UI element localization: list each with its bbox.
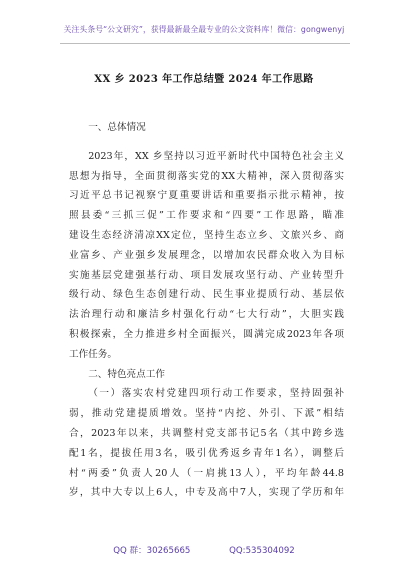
paragraph-line: 积极探索，全力推进乡村全面振兴，圆满完成2023年各项 — [69, 328, 344, 340]
header-banner: 关注头条号“公文研究”，获得最新最全最专业的公文资料库！微信：gongwenyj — [63, 25, 345, 34]
paragraph-line: 级行动、绿色生态创建行动、民生事业提质行动、基层依 — [69, 289, 344, 301]
paragraph-line: 法治理行动和廉洁乡村强化行动“七大行动”，大胆实践 — [69, 309, 344, 321]
paragraph-line: 弱，推动党建提质增效。坚持“内挖、外引、下派”相结 — [69, 408, 344, 420]
footer-qq-number: QQ:535304092 — [229, 546, 295, 556]
paragraph-line: 实施基层党建强基行动、项目发展攻坚行动、产业转型升 — [69, 269, 344, 281]
paragraph-line: 配1名，提拔任用3名，吸引优秀返乡青年1名），调整后 — [69, 447, 344, 459]
section-heading-highlights: 二、特色亮点工作 — [88, 368, 165, 380]
paragraph-line: 建设生态经济清凉XX定位，坚持生态立乡、文旅兴乡、商 — [69, 229, 344, 241]
footer-qq-group: QQ 群：30265665 — [113, 546, 191, 556]
header-divider — [60, 43, 350, 44]
paragraph-line: 合，2023年以来，共调整村党支部书记5名（其中跨乡选 — [69, 427, 344, 439]
document-body — [69, 118, 344, 503]
paragraph-gap — [69, 138, 344, 147]
document-title: XX 乡 2023 年工作总结暨 2024 年工作思路 — [94, 74, 314, 85]
footer-contact — [0, 544, 408, 556]
paragraph-line: 业富乡、产业强乡发展理念，以增加农民群众收入为目标 — [69, 249, 344, 261]
paragraph-line: 村“两委”负责人20人（一肩挑13人），平均年龄44.8 — [69, 467, 344, 479]
paragraph-line: 2023年，XX 乡坚持以习近平新时代中国特色社会主义 — [88, 150, 344, 162]
paragraph-line: 照县委“三抓三促”工作要求和“四要”工作思路，瞄准 — [69, 210, 344, 222]
section-heading-overview: 一、总体情况 — [88, 122, 146, 133]
paragraph-line: 思想为指导，全面贯彻落实党的XX大精神，深入贯彻落实 — [69, 170, 344, 182]
paragraph-line: 岁，其中大专以上6人，中专及高中7人，实现了学历和年 — [69, 487, 344, 499]
paragraph-line: 习近平总书记视察宁夏重要讲话和重要指示批示精神，按 — [69, 190, 344, 202]
paragraph-line: 工作任务。 — [69, 348, 117, 360]
paragraph-line: （一）落实农村党建四项行动工作要求，坚持固强补 — [88, 388, 344, 400]
